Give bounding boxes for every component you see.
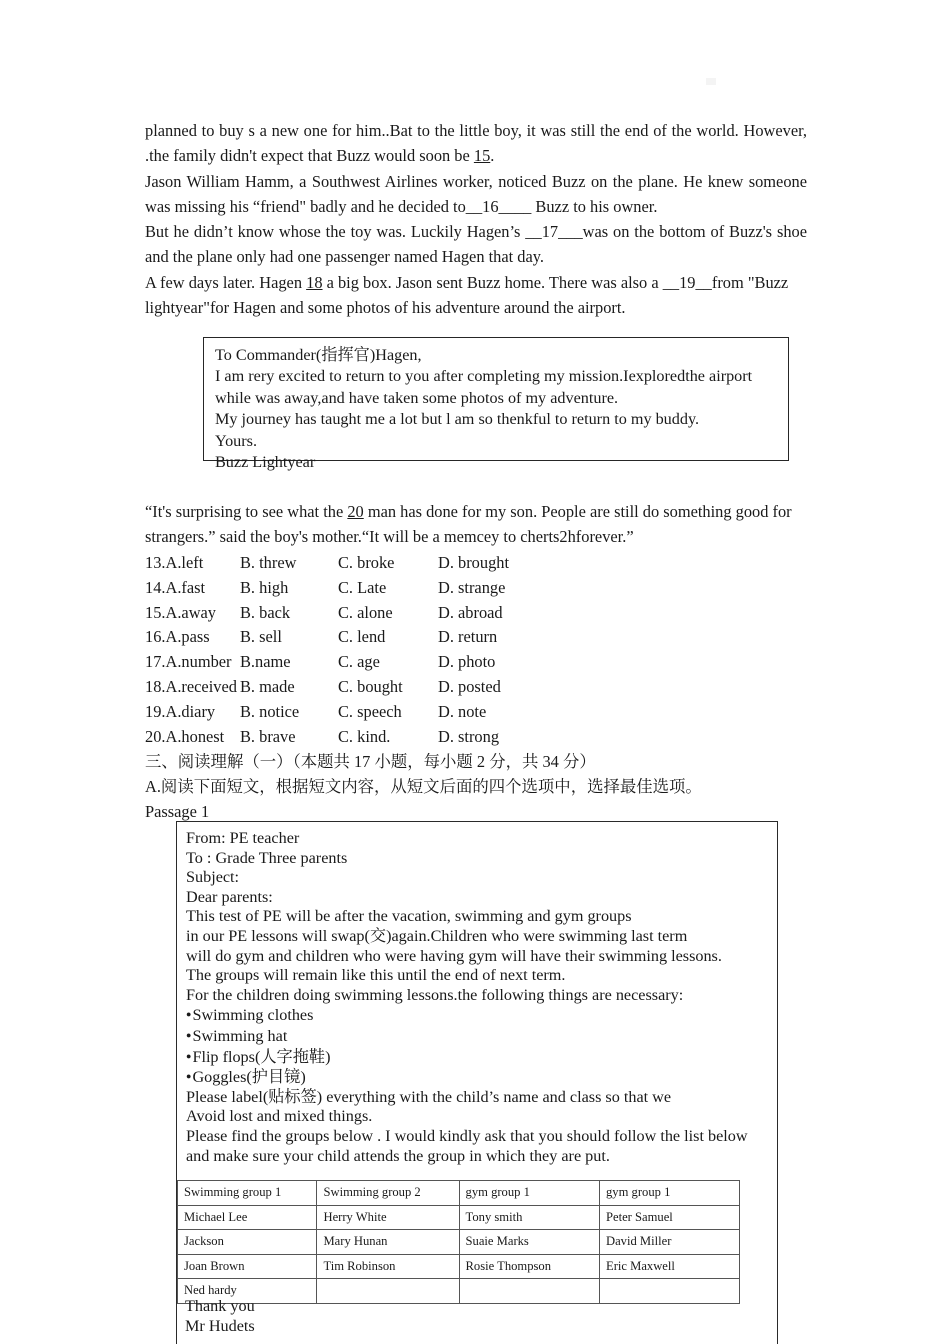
option-14-a[interactable]: 14.A.fast (145, 577, 206, 597)
pe-notice-body (177, 822, 777, 1166)
cloze-p2-line1: Jason William Hamm, a Southwest Airlines worker, noticed Buzz on the plane. He knew someone (145, 171, 807, 191)
table-header-gym-group-2: gym group 1 (600, 1181, 740, 1206)
option-14-b[interactable]: B. high (240, 577, 289, 597)
groups-table (177, 1180, 740, 1304)
pe-notice-subject: Subject: (186, 868, 240, 887)
buzz-letter-signature: Buzz Lightyear (215, 453, 316, 472)
cloze-p4-pre: A few days later. Hagen (145, 272, 307, 292)
section-instruction-line: A.阅读下面短文，根据短文内容，从短文后面的四个选项中，选择最佳选项。 (145, 777, 702, 797)
option-15-a[interactable]: 15.A.away (145, 602, 217, 622)
buzz-letter-line-3: while was away,and have taken some photos of my adventure. (215, 388, 619, 407)
cloze-p3-line2: shoe and the plane only had one passenger named Hagen that day. (145, 222, 807, 267)
table-cell-r2c3: Suaie Marks (459, 1230, 599, 1255)
pe-notice-groups-line-2: and make sure your child attends the group in which they are put. (186, 1146, 610, 1165)
mother-quote-text (145, 499, 807, 550)
option-15-d[interactable]: D. abroad (438, 602, 503, 622)
option-row-16 (145, 625, 645, 650)
signoff-name: Mr Hudets (185, 1316, 255, 1335)
option-13-a[interactable]: 13.A.left (145, 553, 204, 572)
option-17-d[interactable]: D. photo (438, 652, 496, 672)
cloze-p4-post: a big box. Jason sent Buzz home. There was also a __19__from "Buzz (322, 272, 789, 292)
table-row (178, 1230, 740, 1255)
pe-notice-avoid-line: Avoid lost and mixed things. (186, 1107, 373, 1126)
cloze-p3-line1: But he didn’t know whose the toy was. Luckily Hagen’s __17___was on the bottom of Buzz's (145, 222, 773, 242)
pe-notice-line-7: will do gym and children who were having gym will have their swimming lessons. (186, 946, 722, 965)
section-heading-line-1: 三、阅读理解（一）（本题共 17 小题，每小题 2 分，共 34 分） (145, 752, 596, 771)
mother-quote-paragraph (145, 499, 807, 550)
cloze-options-list (145, 551, 645, 749)
cloze-p4-line2: lightyear"for Hagen and some photos of his adventure around the airport. (145, 298, 626, 318)
signoff-thanks: Thank you (185, 1297, 255, 1315)
pe-notice-signoff (185, 1297, 255, 1336)
buzz-letter-line-1: To Commander(指挥官)Hagen, (215, 346, 422, 364)
option-18-d[interactable]: D. posted (438, 676, 501, 696)
option-13-c[interactable]: C. broke (338, 553, 395, 572)
option-13-d[interactable]: D. brought (438, 553, 510, 572)
table-header-row (178, 1181, 740, 1206)
option-row-14 (145, 576, 645, 601)
mother-quote-post: man has done for my son. People are still do something good for (363, 502, 792, 521)
table-cell-r4c2 (317, 1279, 459, 1304)
table-header-swimming-group-2: Swimming group 2 (317, 1181, 459, 1206)
pe-bullet-3: ● Flip flops(人字拖鞋) (186, 1047, 777, 1068)
mother-quote-pre: “It's surprising to see what the (145, 502, 348, 521)
option-17-b[interactable]: B.name (240, 652, 291, 672)
option-19-b[interactable]: B. notice (240, 701, 300, 721)
mother-quote-line2: strangers.” said the boy's mother.“It will be a memcey to cherts2hforever.” (145, 527, 634, 547)
cloze-p1-line1: planned to buy s a new one for him..Bat to the little boy, it was still the end of the world. However, (145, 121, 807, 140)
option-19-c[interactable]: C. speech (338, 701, 402, 721)
table-cell-r3c3: Rosie Thompson (459, 1254, 599, 1279)
pe-notice-groups-line-1: Please find the groups below . I would kindly ask that you should follow the list below (186, 1126, 748, 1145)
pe-notice-salutation: Dear parents: (186, 887, 273, 906)
cloze-passage (145, 118, 807, 320)
pe-notice-label-line: Please label(贴标签) everything with the child’s name and class so that we (186, 1087, 672, 1106)
option-19-a[interactable]: 19.A.diary (145, 701, 216, 721)
option-20-a[interactable]: 20.A.honest (145, 726, 225, 746)
table-cell-r3c1: Joan Brown (178, 1254, 317, 1279)
buzz-letter-line-5: Yours. (215, 431, 257, 450)
option-17-c[interactable]: C. age (338, 652, 380, 672)
table-cell-r1c4: Peter Samuel (600, 1205, 740, 1230)
section-heading (145, 749, 825, 825)
option-16-a[interactable]: 16.A.pass (145, 627, 210, 647)
option-20-b[interactable]: B. brave (240, 726, 296, 746)
table-cell-r2c1: Jackson (178, 1230, 317, 1255)
cloze-p1-line2-post: . (490, 146, 495, 166)
buzz-letter-line-4: My journey has taught me a lot but l am so thenkful to return to my buddy. (215, 410, 700, 429)
option-16-b[interactable]: B. sell (240, 627, 282, 647)
cloze-p2-line2: was missing his “friend" badly and he decided to__16____ Buzz to his owner. (145, 196, 658, 216)
pe-bullet-2: ● Swimming hat (186, 1026, 777, 1047)
scan-artifact (706, 78, 716, 85)
option-row-19 (145, 700, 645, 725)
passage-label: Passage 1 (145, 802, 210, 822)
table-cell-r2c4: David Miller (600, 1230, 740, 1255)
table-row (178, 1254, 740, 1279)
option-14-d[interactable]: D. strange (438, 577, 506, 597)
table-cell-r2c2: Mary Hunan (317, 1230, 459, 1255)
pe-notice-line-9: For the children doing swimming lessons.the following things are necessary: (186, 985, 684, 1004)
option-row-15 (145, 601, 645, 626)
pe-notice-line-8: The groups will remain like this until the end of next term. (186, 966, 566, 985)
pe-notice-line-5: This test of PE will be after the vacation, swimming and gym groups (186, 907, 632, 926)
option-18-a[interactable]: 18.A.received (145, 676, 237, 696)
pe-notice-from: From: PE teacher (186, 829, 300, 847)
cloze-paragraph-2 (145, 169, 807, 220)
option-15-b[interactable]: B. back (240, 602, 291, 622)
table-header-swimming-group-1: Swimming group 1 (178, 1181, 317, 1206)
table-cell-r1c1: Michael Lee (178, 1205, 317, 1230)
table-cell-r4c3 (459, 1279, 599, 1304)
cloze-p1-line2-pre: .the family didn't expect that Buzz would soon be (145, 146, 474, 166)
option-14-c[interactable]: C. Late (338, 577, 387, 597)
option-18-c[interactable]: C. bought (338, 676, 403, 696)
cloze-blank-20: 20 (347, 502, 364, 521)
option-18-b[interactable]: B. made (240, 676, 295, 696)
option-17-a[interactable]: 17.A.number (145, 652, 232, 672)
option-16-c[interactable]: C. lend (338, 627, 386, 647)
pe-bullet-4: ● Goggles(护目镜) (186, 1067, 777, 1088)
cloze-paragraph-3 (145, 219, 807, 270)
option-row-13 (145, 551, 645, 576)
option-20-c[interactable]: C. kind. (338, 726, 391, 746)
table-cell-r3c2: Tim Robinson (317, 1254, 459, 1279)
table-cell-r4c1: Ned hardy (178, 1279, 317, 1304)
buzz-letter-box (203, 337, 789, 472)
option-row-20 (145, 725, 645, 750)
option-row-17 (145, 650, 645, 675)
table-header-gym-group-1: gym group 1 (459, 1181, 599, 1206)
option-16-d[interactable]: D. return (438, 627, 498, 647)
cloze-blank-15: 15 (473, 146, 491, 166)
table-cell-r3c4: Eric Maxwell (600, 1254, 740, 1279)
option-15-c[interactable]: C. alone (338, 602, 393, 622)
cloze-blank-18: 18 (306, 272, 323, 292)
cloze-paragraph-1 (145, 118, 807, 169)
option-row-18 (145, 675, 645, 700)
pe-notice-to: To : Grade Three parents (186, 848, 348, 867)
buzz-letter-line-2: I am rery excited to return to you after completing my mission.Iexploredthe airport (215, 367, 753, 386)
option-19-d[interactable]: D. note (438, 701, 487, 721)
table-cell-r1c2: Herry White (317, 1205, 459, 1230)
cloze-paragraph-4 (145, 270, 807, 321)
table-cell-r4c4 (600, 1279, 740, 1304)
pe-bullet-1: ● Swimming clothes (186, 1005, 777, 1026)
option-13-b[interactable]: B. threw (240, 553, 297, 572)
table-cell-r1c3: Tony smith (459, 1205, 599, 1230)
buzz-letter-body (204, 338, 788, 473)
pe-notice-line-6: in our PE lessons will swap(交)again.Children who were swimming last term (186, 926, 688, 945)
option-20-d[interactable]: D. strong (438, 726, 500, 746)
table-row (178, 1279, 740, 1304)
table-row (178, 1205, 740, 1230)
